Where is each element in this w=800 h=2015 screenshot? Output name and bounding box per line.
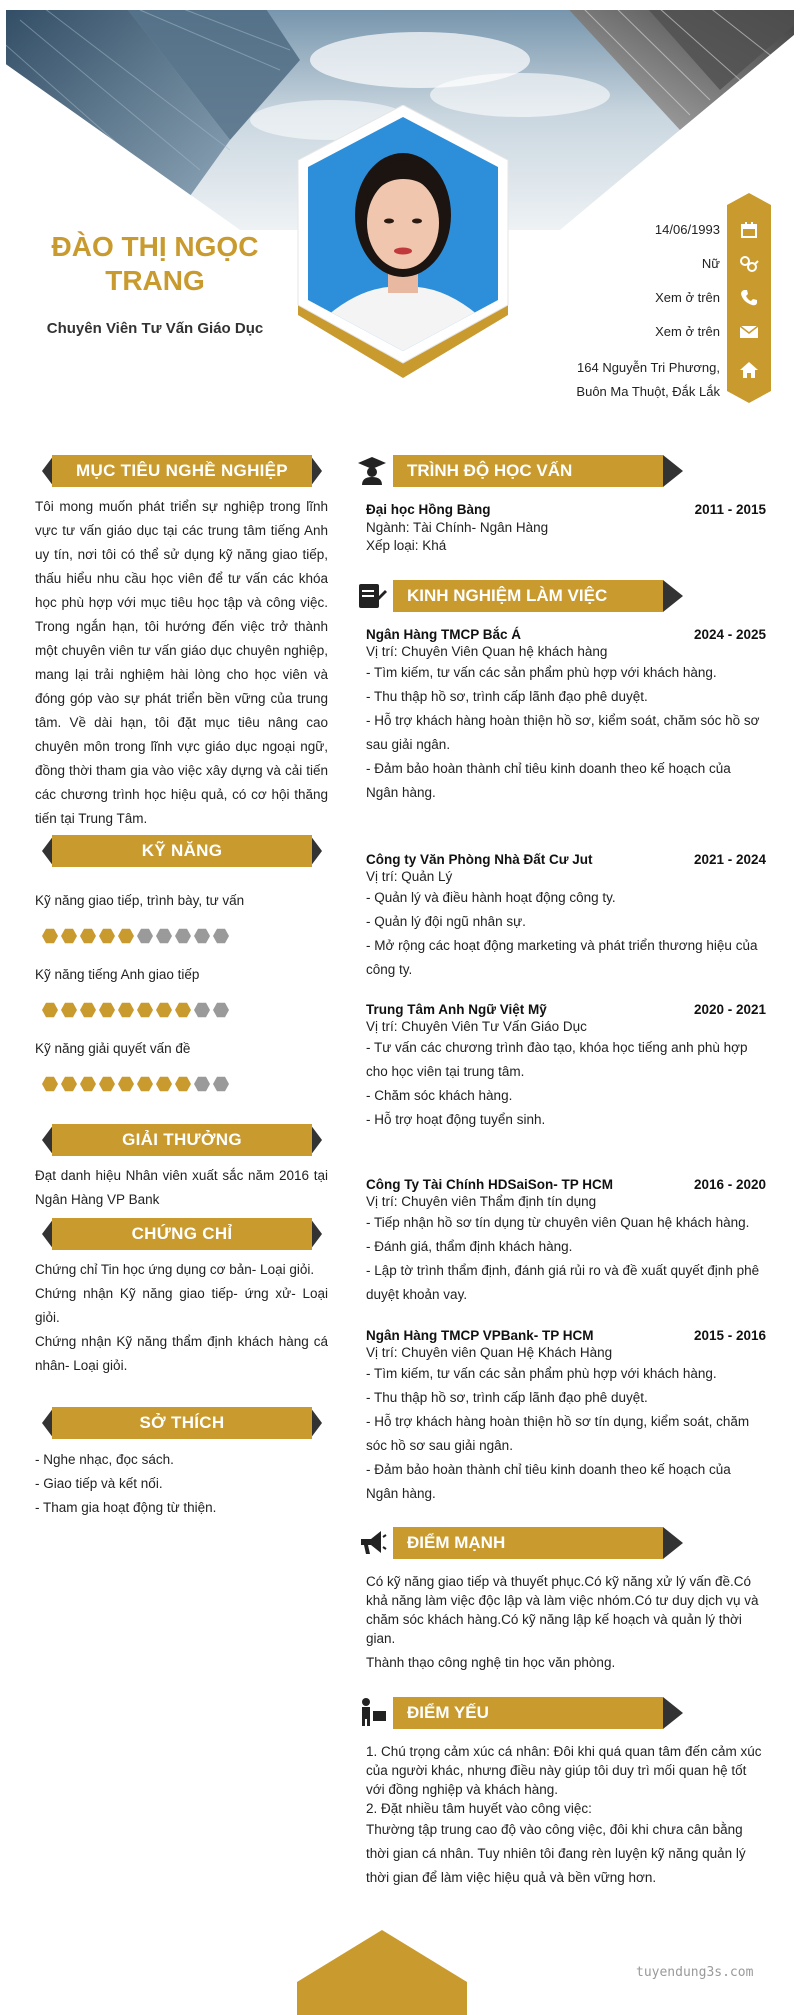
skill-3-rating bbox=[42, 1076, 229, 1092]
email-icon bbox=[727, 318, 771, 346]
list-item: - Đảm bảo hoàn thành chỉ tiêu kinh doanh theo kế hoạch của Ngân hàng. bbox=[366, 1462, 731, 1501]
rating-dot-filled bbox=[118, 1076, 134, 1092]
list-item: - Hỗ trợ hoạt động tuyển sinh. bbox=[366, 1112, 546, 1127]
calendar-icon bbox=[727, 216, 771, 244]
certificate-item: Chứng nhận Kỹ năng thẩm định khách hàng cá nhân- Loại giỏi. bbox=[35, 1334, 328, 1373]
certificates-list bbox=[35, 1258, 328, 1378]
contact-email: Xem ở trên bbox=[655, 324, 720, 339]
rating-dot-filled bbox=[99, 1076, 115, 1092]
education-years: 2011 - 2015 bbox=[694, 502, 766, 517]
objective-title: MỤC TIÊU NGHỀ NGHIỆP bbox=[52, 455, 312, 487]
awards-title: GIẢI THƯỞNG bbox=[52, 1124, 312, 1156]
job-2-bullets bbox=[366, 886, 766, 982]
job-4-position: Vị trí: Chuyên viên Thẩm định tín dụng bbox=[366, 1194, 597, 1209]
certificate-item: Chứng nhận Kỹ năng giao tiếp- ứng xử- Loại giỏi. bbox=[35, 1286, 328, 1325]
certificate-item: Chứng chỉ Tin học ứng dụng cơ bản- Loại giỏi. bbox=[35, 1262, 315, 1277]
watermark: tuyendung3s.com bbox=[636, 1965, 754, 1980]
list-item: - Quản lý đội ngũ nhân sự. bbox=[366, 914, 526, 929]
objective-text: Tôi mong muốn phát triển sự nghiệp trong lĩnh vực tư vấn giáo dục tại các trung tâm tiếng Anh uy tín, nơi tôi có thể sử dụng kỹ năng giao tiếp, thấu hiểu nhu cầu học viên để tư vấn các khóa học phù hợp với mục tiêu học tập và công việc. Trong ngắn hạn, tôi hướng đến việc trở thành một chuyên viên tư vấn giáo dục chuyên nghiệp, mang lại trải nghiệm hài lòng cho học viên và đóng góp vào sự phát triển bền vững của trung tâm. Về dài hạn, tôi đặt mục tiêu nâng cao chuyên môn trong lĩnh vực giáo dục ngoại ngữ, đồng thời tham gia vào việc xây dựng và cải tiến các chương trình học hiệu quả, có cơ hội thăng tiến tại Trung Tâm. bbox=[35, 499, 328, 826]
megaphone-icon bbox=[357, 1527, 387, 1557]
skill-2-rating bbox=[42, 1002, 229, 1018]
hobby-item: - Tham gia hoạt động từ thiện. bbox=[35, 1500, 217, 1515]
weaknesses-header bbox=[393, 1697, 683, 1729]
objective-header bbox=[42, 455, 322, 487]
list-item: - Quản lý và điều hành hoạt động công ty. bbox=[366, 890, 616, 905]
education-title: TRÌNH ĐỘ HỌC VẤN bbox=[393, 455, 663, 487]
person-weakness-icon bbox=[357, 1697, 387, 1727]
rating-dot-empty bbox=[194, 1076, 210, 1092]
rating-dot-filled bbox=[99, 1002, 115, 1018]
company-name: Ngân Hàng TMCP Bắc Á bbox=[366, 627, 522, 642]
contact-address-line-1: 164 Nguyễn Tri Phương, bbox=[577, 360, 720, 375]
hobby-item: - Nghe nhạc, đọc sách. bbox=[35, 1452, 174, 1467]
footer-chevron bbox=[297, 1930, 467, 2015]
home-icon bbox=[727, 356, 771, 384]
rating-dot-filled bbox=[42, 1002, 58, 1018]
rating-dot-filled bbox=[137, 1002, 153, 1018]
certificates-title: CHỨNG CHỈ bbox=[52, 1218, 312, 1250]
list-item: - Tiếp nhận hồ sơ tín dụng từ chuyên viên Quan hệ khách hàng. bbox=[366, 1215, 750, 1230]
list-item: - Đánh giá, thẩm định khách hàng. bbox=[366, 1239, 573, 1254]
job-2-company bbox=[366, 852, 766, 867]
job-years: 2020 - 2021 bbox=[693, 1002, 766, 1017]
contact-phone: Xem ở trên bbox=[655, 290, 720, 305]
weakness-2-text: Thường tập trung cao độ vào công việc, đôi khi chưa cân bằng thời gian cá nhân. Tuy nhiên tôi đang rèn luyện kỹ năng quản lý thời gian để làm việc hiệu quả và bền vững hơn. bbox=[366, 1822, 746, 1885]
rating-dot-filled bbox=[118, 1002, 134, 1018]
rating-dot-empty bbox=[194, 928, 210, 944]
hobbies-list bbox=[35, 1448, 328, 1520]
hobbies-header bbox=[42, 1407, 322, 1439]
job-5-company bbox=[366, 1328, 766, 1343]
hobby-item: - Giao tiếp và kết nối. bbox=[35, 1476, 163, 1491]
job-3-company bbox=[366, 1002, 766, 1017]
name-line-2: TRANG bbox=[105, 265, 205, 296]
job-5-bullets bbox=[366, 1362, 766, 1506]
list-item: - Hỗ trợ khách hàng hoàn thiện hồ sơ, kiểm soát, chăm sóc hồ sơ sau giải ngân. bbox=[366, 713, 760, 752]
rating-dot-filled bbox=[80, 1076, 96, 1092]
company-name: Trung Tâm Anh Ngữ Việt Mỹ bbox=[366, 1002, 547, 1017]
experience-title: KINH NGHIỆM LÀM VIỆC bbox=[393, 580, 663, 612]
rating-dot-filled bbox=[156, 1002, 172, 1018]
strengths-header bbox=[393, 1527, 683, 1559]
skill-3-label: Kỹ năng giải quyết vấn đề bbox=[35, 1041, 191, 1056]
weakness-2-head: 2. Đặt nhiều tâm huyết vào công việc: bbox=[366, 1801, 592, 1816]
strengths-text: Có kỹ năng giao tiếp và thuyết phục.Có kỹ năng xử lý vấn đề.Có khả năng làm việc độc lập và làm việc nhóm.Có tư duy dịch vụ và chăm sóc khách hàng.Có kỹ năng lập kế hoạch và quản lý thời gian. bbox=[366, 1574, 759, 1646]
list-item: - Mở rộng các hoạt động marketing và phát triển thương hiệu của công ty. bbox=[366, 938, 758, 977]
rating-dot-filled bbox=[61, 1002, 77, 1018]
rating-dot-empty bbox=[194, 1002, 210, 1018]
rating-dot-filled bbox=[175, 1002, 191, 1018]
job-1-company bbox=[366, 627, 766, 642]
experience-header bbox=[393, 580, 683, 612]
rating-dot-empty bbox=[175, 928, 191, 944]
strengths-title: ĐIỂM MẠNH bbox=[393, 1527, 663, 1559]
awards-text: Đạt danh hiệu Nhân viên xuất sắc năm 2016 tại Ngân Hàng VP Bank bbox=[35, 1168, 328, 1207]
rating-dot-filled bbox=[80, 928, 96, 944]
edit-document-icon bbox=[357, 580, 387, 610]
education-header bbox=[393, 455, 683, 487]
weaknesses-title: ĐIỂM YẾU bbox=[393, 1697, 663, 1729]
job-1-position: Vị trí: Chuyên Viên Quan hệ khách hàng bbox=[366, 644, 608, 659]
rating-dot-empty bbox=[213, 1076, 229, 1092]
rating-dot-empty bbox=[213, 1002, 229, 1018]
job-title: Chuyên Viên Tư Vấn Giáo Dục bbox=[46, 320, 264, 337]
contact-dob: 14/06/1993 bbox=[654, 222, 720, 237]
rating-dot-filled bbox=[137, 1076, 153, 1092]
rating-dot-empty bbox=[213, 928, 229, 944]
company-name: Ngân Hàng TMCP VPBank- TP HCM bbox=[366, 1328, 594, 1343]
name-line-1: ĐÀO THỊ NGỌC bbox=[51, 231, 259, 262]
job-years: 2015 - 2016 bbox=[693, 1328, 766, 1343]
skills-header bbox=[42, 835, 322, 867]
job-years: 2016 - 2020 bbox=[693, 1177, 766, 1192]
job-years: 2024 - 2025 bbox=[693, 627, 766, 642]
company-name: Công Ty Tài Chính HDSaiSon- TP HCM bbox=[366, 1177, 613, 1192]
rating-dot-filled bbox=[42, 1076, 58, 1092]
phone-icon bbox=[727, 284, 771, 312]
rating-dot-filled bbox=[42, 928, 58, 944]
skill-2-label: Kỹ năng tiếng Anh giao tiếp bbox=[35, 967, 200, 982]
rating-dot-filled bbox=[80, 1002, 96, 1018]
list-item: - Thu thập hồ sơ, trình cấp lãnh đạo phê duyệt. bbox=[366, 1390, 648, 1405]
list-item: - Lập tờ trình thẩm định, đánh giá rủi ro và đề xuất quyết định phê duyệt khoản vay. bbox=[366, 1263, 760, 1302]
rating-dot-filled bbox=[61, 1076, 77, 1092]
rating-dot-filled bbox=[118, 928, 134, 944]
job-4-company bbox=[366, 1177, 766, 1192]
certificates-header bbox=[42, 1218, 322, 1250]
education-school bbox=[366, 502, 766, 517]
job-2-position: Vị trí: Quản Lý bbox=[366, 869, 453, 884]
job-1-bullets bbox=[366, 661, 766, 805]
candidate-name bbox=[20, 230, 290, 298]
list-item: - Tìm kiếm, tư vấn các sản phẩm phù hợp với khách hàng. bbox=[366, 665, 717, 680]
education-grade: Xếp loại: Khá bbox=[366, 538, 447, 553]
list-item: - Tư vấn các chương trình đào tạo, khóa học tiếng anh phù hợp cho học viên tại trung tâm. bbox=[366, 1040, 748, 1079]
job-5-position: Vị trí: Chuyên viên Quan Hệ Khách Hàng bbox=[366, 1345, 613, 1360]
school-name: Đại học Hồng Bàng bbox=[366, 502, 491, 517]
job-years: 2021 - 2024 bbox=[693, 852, 766, 867]
education-major: Ngành: Tài Chính- Ngân Hàng bbox=[366, 520, 549, 535]
skill-1-rating bbox=[42, 928, 229, 944]
company-name: Công ty Văn Phòng Nhà Đất Cư Jut bbox=[366, 852, 593, 867]
gender-icon bbox=[727, 250, 771, 278]
list-item: - Chăm sóc khách hàng. bbox=[366, 1088, 513, 1103]
list-item: - Tìm kiếm, tư vấn các sản phẩm phù hợp với khách hàng. bbox=[366, 1366, 717, 1381]
rating-dot-filled bbox=[99, 928, 115, 944]
rating-dot-empty bbox=[156, 928, 172, 944]
graduate-icon bbox=[357, 455, 387, 485]
job-3-position: Vị trí: Chuyên Viên Tư Vấn Giáo Dục bbox=[366, 1019, 587, 1034]
contact-gender: Nữ bbox=[701, 256, 720, 271]
list-item: - Hỗ trợ khách hàng hoàn thiện hồ sơ tín dụng, kiểm soát, chăm sóc hồ sơ sau giải ngân. bbox=[366, 1414, 750, 1453]
contact-address-line-2: Buôn Ma Thuột, Đắk Lắk bbox=[576, 384, 720, 399]
rating-dot-filled bbox=[175, 1076, 191, 1092]
job-4-bullets bbox=[366, 1211, 766, 1307]
list-item: - Thu thập hồ sơ, trình cấp lãnh đạo phê duyệt. bbox=[366, 689, 648, 704]
weakness-1: 1. Chú trọng cảm xúc cá nhân: Đôi khi quá quan tâm đến cảm xúc của người khác, nhưng điều này giúp tôi duy trì mối quan hệ tốt với đồng nghiệp và khách hàng. bbox=[366, 1744, 762, 1797]
list-item: - Đảm bảo hoàn thành chỉ tiêu kinh doanh theo kế hoạch của Ngân hàng. bbox=[366, 761, 731, 800]
rating-dot-filled bbox=[61, 928, 77, 944]
job-3-bullets bbox=[366, 1036, 766, 1132]
rating-dot-filled bbox=[156, 1076, 172, 1092]
skills-title: KỸ NĂNG bbox=[52, 835, 312, 867]
awards-header bbox=[42, 1124, 322, 1156]
strengths-text-2: Thành thạo công nghệ tin học văn phòng. bbox=[366, 1655, 616, 1670]
hobbies-title: SỞ THÍCH bbox=[52, 1407, 312, 1439]
rating-dot-empty bbox=[137, 928, 153, 944]
skill-1-label: Kỹ năng giao tiếp, trình bày, tư vấn bbox=[35, 893, 245, 908]
